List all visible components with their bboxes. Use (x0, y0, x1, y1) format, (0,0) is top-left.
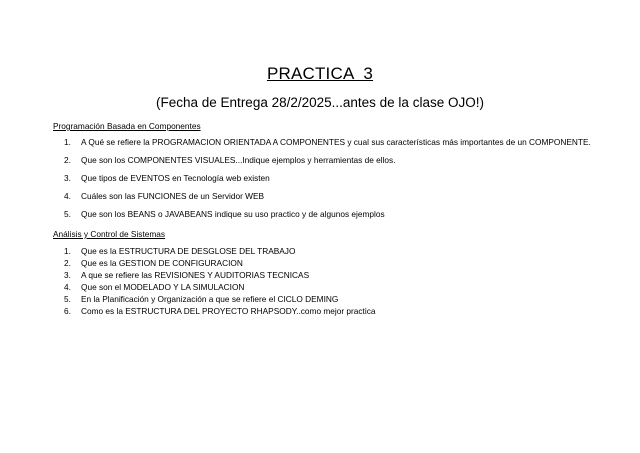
item-number: 4. (64, 191, 71, 201)
item-number: 1. (64, 137, 71, 147)
item-text: A Qué se refiere la PROGRAMACION ORIENTADA A COMPONENTES y cual sus características más importantes de un COMPONENTE. (81, 137, 591, 147)
item-number: 4. (64, 282, 71, 292)
item-number: 3. (64, 173, 71, 183)
item-text: Como es la ESTRUCTURA DEL PROYECTO RHAPSODY..como mejor practica (81, 306, 376, 316)
document-subtitle: (Fecha de Entrega 28/2/2025...antes de la clase OJO!) (156, 95, 484, 110)
item-text: Que es la GESTION DE CONFIGURACION (81, 258, 243, 268)
item-number: 3. (64, 270, 71, 280)
section-heading-analisis: Análisis y Control de Sistemas (53, 229, 166, 239)
item-number: 6. (64, 306, 71, 316)
item-text: Que es la ESTRUCTURA DE DESGLOSE DEL TRABAJO (81, 246, 296, 256)
item-text: En la Planificación y Organización a que se refiere el CICLO DEMING (81, 294, 339, 304)
item-text: Cuáles son las FUNCIONES de un Servidor WEB (81, 191, 265, 201)
item-text: A que se refiere las REVISIONES Y AUDITORIAS TECNICAS (81, 270, 310, 280)
section-heading-componentes: Programación Basada en Componentes (53, 121, 201, 131)
item-number: 5. (64, 209, 71, 219)
item-text: Que tipos de EVENTOS en Tecnología web existen (81, 173, 270, 183)
document-title: PRACTICA 3 (266, 64, 374, 83)
item-number: 5. (64, 294, 71, 304)
item-text: Que son el MODELADO Y LA SIMULACION (81, 282, 245, 292)
item-number: 2. (64, 155, 71, 165)
item-text: Que son los BEANS o JAVABEANS indique su uso practico y de algunos ejemplos (81, 209, 385, 219)
item-number: 2. (64, 258, 71, 268)
item-text: Que son los COMPONENTES VISUALES...Indique ejemplos y herramientas de ellos. (81, 155, 396, 165)
item-number: 1. (64, 246, 71, 256)
